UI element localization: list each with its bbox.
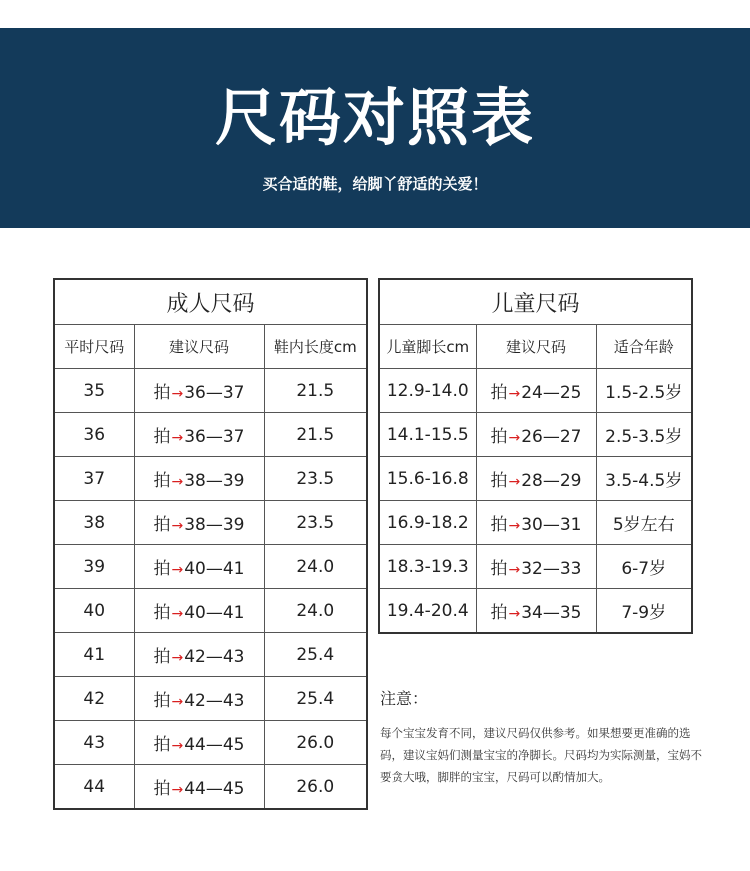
- recommended-size-cell: [134, 765, 264, 810]
- table-cell: 3.5-4.5岁: [596, 457, 692, 501]
- recommended-size-cell: [476, 501, 596, 545]
- arrow-right-icon: →: [171, 606, 184, 622]
- table-cell: 41: [54, 633, 134, 677]
- recommend-label: 拍: [153, 779, 171, 799]
- recommended-size-value: 38—39: [184, 471, 245, 491]
- arrow-right-icon: →: [171, 694, 184, 710]
- recommended-size-value: 40—41: [184, 559, 245, 579]
- table-row: [54, 677, 367, 721]
- table-cell: 14.1-15.5: [379, 413, 476, 457]
- recommended-size-cell: [134, 721, 264, 765]
- recommended-size-cell: [134, 369, 264, 413]
- table-row: [54, 369, 367, 413]
- recommended-size-value: 26—27: [521, 427, 582, 447]
- table-cell: 26.0: [264, 765, 367, 810]
- table-cell: 21.5: [264, 413, 367, 457]
- recommend-label: 拍: [153, 427, 171, 447]
- recommend-label: 拍: [490, 383, 508, 403]
- recommended-size-cell: [134, 413, 264, 457]
- arrow-right-icon: →: [171, 562, 184, 578]
- page-title: 尺码对照表: [214, 81, 535, 154]
- table-cell: 12.9-14.0: [379, 369, 476, 413]
- table-row: [379, 457, 692, 501]
- adult-table-caption: 成人尺码: [54, 279, 367, 325]
- arrow-right-icon: →: [171, 650, 184, 666]
- child-table-caption: 儿童尺码: [379, 279, 692, 325]
- recommended-size-value: 38—39: [184, 515, 245, 535]
- table-cell: 23.5: [264, 457, 367, 501]
- table-row: [54, 457, 367, 501]
- child-table-body: [379, 369, 692, 634]
- table-cell: 18.3-19.3: [379, 545, 476, 589]
- table-cell: 25.4: [264, 677, 367, 721]
- recommended-size-value: 34—35: [521, 603, 582, 623]
- table-row: [54, 721, 367, 765]
- recommend-label: 拍: [490, 471, 508, 491]
- table-cell: 40: [54, 589, 134, 633]
- recommended-size-cell: [134, 457, 264, 501]
- recommend-label: 拍: [153, 559, 171, 579]
- table-cell: 15.6-16.8: [379, 457, 476, 501]
- recommended-size-value: 28—29: [521, 471, 582, 491]
- table-cell: 5岁左右: [596, 501, 692, 545]
- recommended-size-value: 36—37: [184, 383, 245, 403]
- arrow-right-icon: →: [508, 430, 521, 446]
- table-cell: 39: [54, 545, 134, 589]
- table-cell: 6-7岁: [596, 545, 692, 589]
- recommend-label: 拍: [153, 603, 171, 623]
- adult-size-table: [53, 278, 368, 810]
- arrow-right-icon: →: [508, 562, 521, 578]
- table-row: [54, 501, 367, 545]
- table-cell: 1.5-2.5岁: [596, 369, 692, 413]
- column-header: 适合年龄: [596, 325, 692, 369]
- table-row: [379, 369, 692, 413]
- recommended-size-value: 44—45: [184, 735, 245, 755]
- column-header: 平时尺码: [54, 325, 134, 369]
- table-row: [54, 413, 367, 457]
- table-cell: 7-9岁: [596, 589, 692, 634]
- table-cell: 36: [54, 413, 134, 457]
- table-cell: 26.0: [264, 721, 367, 765]
- table-cell: 35: [54, 369, 134, 413]
- table-cell: 23.5: [264, 501, 367, 545]
- recommended-size-cell: [476, 413, 596, 457]
- arrow-right-icon: →: [171, 386, 184, 402]
- arrow-right-icon: →: [508, 474, 521, 490]
- column-header: 儿童脚长cm: [379, 325, 476, 369]
- adult-table-body: [54, 369, 367, 810]
- arrow-right-icon: →: [508, 606, 521, 622]
- note-title: 注意：: [380, 689, 429, 708]
- recommended-size-value: 24—25: [521, 383, 582, 403]
- recommended-size-cell: [134, 589, 264, 633]
- recommended-size-cell: [134, 545, 264, 589]
- arrow-right-icon: →: [508, 386, 521, 402]
- recommended-size-value: 44—45: [184, 779, 245, 799]
- child-size-table: [378, 278, 693, 634]
- table-row: [54, 589, 367, 633]
- arrow-right-icon: →: [171, 518, 184, 534]
- table-row: [379, 589, 692, 634]
- recommend-label: 拍: [490, 515, 508, 535]
- recommended-size-value: 42—43: [184, 647, 245, 667]
- table-cell: 44: [54, 765, 134, 810]
- recommended-size-value: 30—31: [521, 515, 582, 535]
- recommend-label: 拍: [153, 647, 171, 667]
- table-cell: 2.5-3.5岁: [596, 413, 692, 457]
- recommended-size-cell: [134, 677, 264, 721]
- recommended-size-cell: [476, 369, 596, 413]
- recommended-size-value: 32—33: [521, 559, 582, 579]
- recommended-size-value: 40—41: [184, 603, 245, 623]
- recommend-label: 拍: [153, 515, 171, 535]
- arrow-right-icon: →: [171, 738, 184, 754]
- note-body: 每个宝宝发育不同，建议尺码仅供参考。如果想要更准确的选码，建议宝妈们测量宝宝的净脚长。尺码均为实际测量，宝妈不要贪大哦，脚胖的宝宝，尺码可以酌情加大。: [380, 726, 702, 784]
- recommend-label: 拍: [490, 427, 508, 447]
- recommended-size-cell: [476, 545, 596, 589]
- recommend-label: 拍: [153, 383, 171, 403]
- recommended-size-cell: [476, 589, 596, 634]
- table-cell: 21.5: [264, 369, 367, 413]
- table-cell: 16.9-18.2: [379, 501, 476, 545]
- recommended-size-cell: [476, 457, 596, 501]
- table-cell: 24.0: [264, 589, 367, 633]
- recommend-label: 拍: [153, 735, 171, 755]
- column-header: 建议尺码: [476, 325, 596, 369]
- table-cell: 37: [54, 457, 134, 501]
- table-row: [54, 765, 367, 810]
- recommended-size-value: 42—43: [184, 691, 245, 711]
- page-subtitle: 买合适的鞋，给脚丫舒适的关爱！: [262, 175, 488, 193]
- table-cell: 42: [54, 677, 134, 721]
- recommended-size-value: 36—37: [184, 427, 245, 447]
- table-cell: 25.4: [264, 633, 367, 677]
- arrow-right-icon: →: [171, 430, 184, 446]
- table-cell: 19.4-20.4: [379, 589, 476, 634]
- table-row: [379, 501, 692, 545]
- arrow-right-icon: →: [508, 518, 521, 534]
- table-row: [379, 545, 692, 589]
- header-banner: [0, 28, 750, 228]
- recommend-label: 拍: [490, 603, 508, 623]
- arrow-right-icon: →: [171, 474, 184, 490]
- recommend-label: 拍: [153, 691, 171, 711]
- table-row: [54, 633, 367, 677]
- table-cell: 24.0: [264, 545, 367, 589]
- table-cell: 38: [54, 501, 134, 545]
- recommended-size-cell: [134, 501, 264, 545]
- recommend-label: 拍: [490, 559, 508, 579]
- arrow-right-icon: →: [171, 782, 184, 798]
- table-row: [54, 545, 367, 589]
- column-header: 鞋内长度cm: [264, 325, 367, 369]
- recommended-size-cell: [134, 633, 264, 677]
- column-header: 建议尺码: [134, 325, 264, 369]
- table-cell: 43: [54, 721, 134, 765]
- table-row: [379, 413, 692, 457]
- recommend-label: 拍: [153, 471, 171, 491]
